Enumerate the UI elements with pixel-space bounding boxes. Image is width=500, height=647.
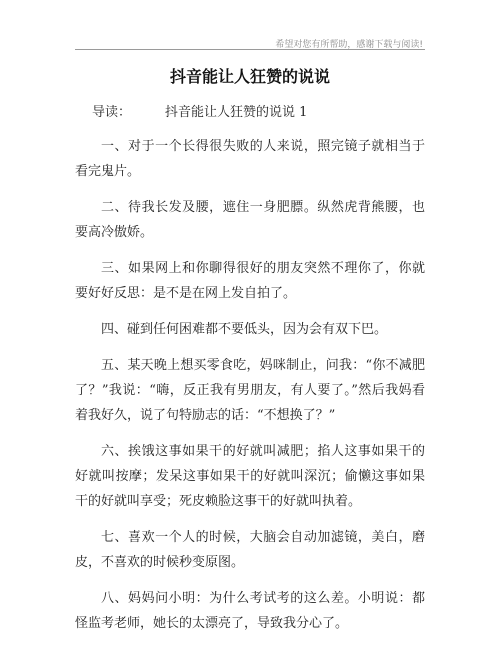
- lead-label: 导读：: [92, 105, 132, 120]
- paragraph-8: 八、妈妈问小明：为什么考试考的这么差。小明说：都怪监考老师，她长的太漂亮了，导致我分心了。: [75, 591, 425, 631]
- paragraph-2: 二、待我长发及腰，遮住一身肥膘。纵然虎背熊腰，也要高冷傲娇。: [75, 200, 425, 240]
- lead-title: 抖音能让人狂赞的说说 1: [165, 105, 308, 120]
- header-note: 希望对您有所帮助，感谢下载与阅读!: [275, 40, 423, 50]
- lead-line: [75, 100, 425, 125]
- paragraph-4: 四、碰到任何困难都不要低头，因为会有双下巴。: [101, 322, 388, 337]
- paragraph-3: 三、如果网上和你聊得很好的朋友突然不理你了，你就要好好反思：是不是在网上发自拍了。: [75, 261, 425, 301]
- paragraph-5: 五、某天晚上想买零食吃，妈咪制止，问我：“你不减肥了？”我说：“嗨，反正我有男朋友，有人要了。”然后我妈看着我好久，说了句特励志的话：“不想换了？”: [75, 358, 425, 423]
- header-divider: [75, 49, 425, 50]
- paragraph-6: 六、挨饿这事如果干的好就叫减肥；掐人这事如果干的好就叫按摩；发呆这事如果干的好就叫深沉；偷懒这事如果干的好就叫享受；死皮赖脸这事干的好就叫执着。: [75, 444, 425, 509]
- document-title: 抖音能让人狂赞的说说: [169, 67, 330, 86]
- paragraph-1: 一、对于一个长得很失败的人来说，照完镜子就相当于看完鬼片。: [75, 139, 425, 179]
- document-body: [75, 100, 425, 647]
- paragraph-7: 七、喜欢一个人的时候，大脑会自动加滤镜，美白，磨皮，不喜欢的时候秒变原图。: [75, 530, 425, 570]
